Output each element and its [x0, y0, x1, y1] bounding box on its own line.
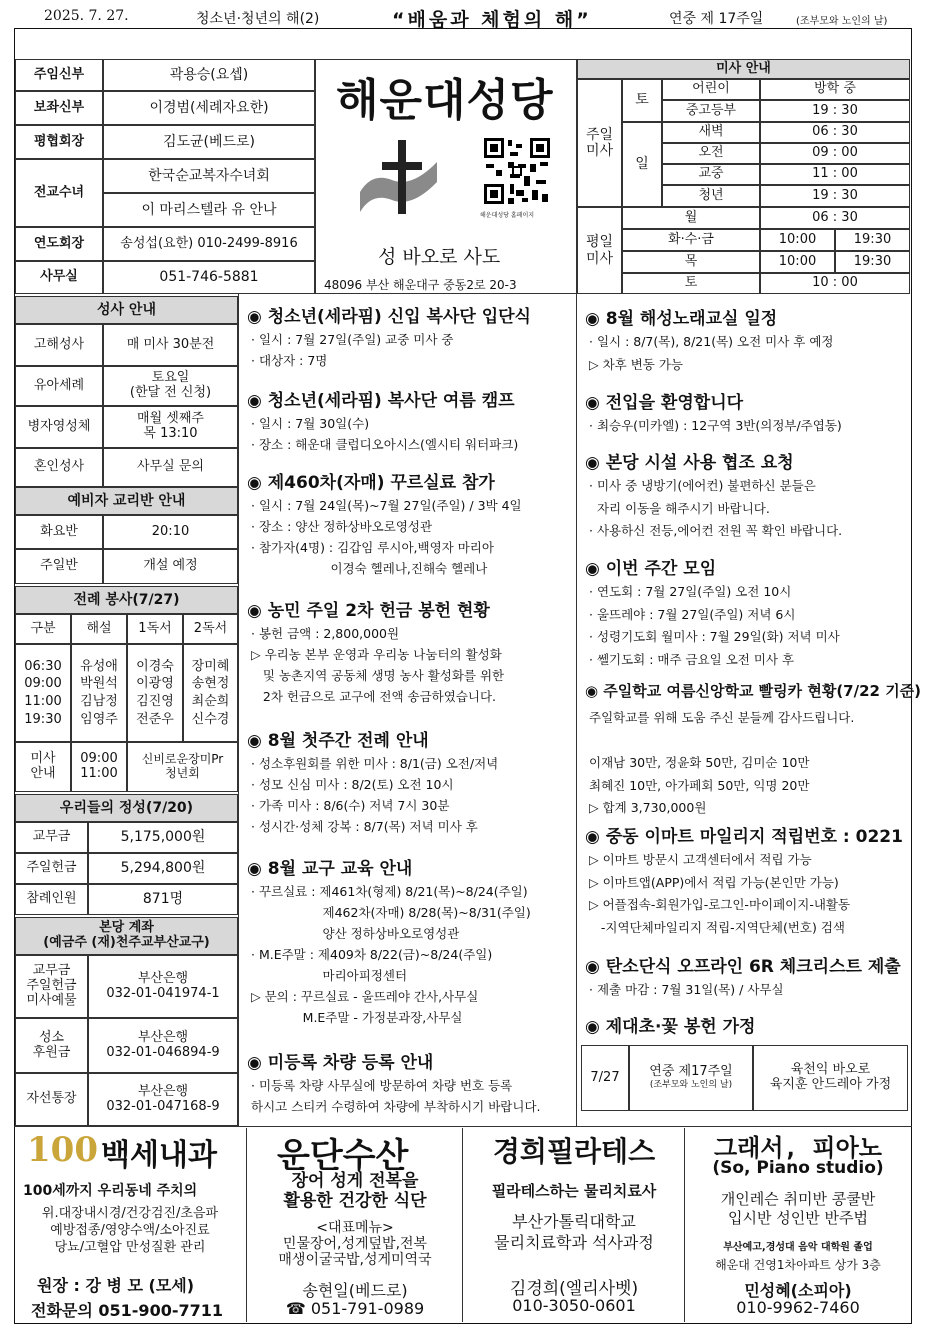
news-title: ◉ 이번 주간 모임: [585, 559, 717, 579]
news-line: M.E주말 - 가정분과장,사무실: [251, 1010, 463, 1025]
catechumen-class: 화요반: [15, 515, 103, 549]
flower-date: 7/27: [581, 1045, 629, 1111]
week-note: (조부모와 노인의 날): [796, 16, 888, 27]
catechumen-time: 20:10: [103, 515, 238, 549]
mass-title: 미사 안내: [577, 59, 910, 79]
news-line: · 일시 : 7월 24일(목)~7월 27일(주일) / 3박 4일: [251, 498, 522, 513]
clinic-name: 백세내과: [101, 1138, 217, 1173]
servers-header-cell: 2독서: [183, 614, 238, 644]
news-line: 자리 이동을 해주시기 바랍니다.: [589, 500, 770, 516]
news-title: ◉ 8월 교구 교육 안내: [247, 859, 413, 879]
year-theme: 청소년·청년의 해(2): [196, 11, 320, 27]
news-line: 이경숙 헬레나,진해숙 헬레나: [251, 561, 488, 576]
news-line: · 가족 미사 : 8/6(수) 저녁 7시 30분: [251, 798, 450, 813]
news-line: · 미등록 차량 사무실에 방문하여 차량 번호 등록: [251, 1078, 513, 1093]
seafood-sub: 장어 성게 전복을 활용한 건강한 식단: [283, 1171, 427, 1211]
mass-type: 청년: [662, 185, 760, 207]
news-line: · 성모 신심 미사 : 8/2(토) 오전 10시: [251, 777, 454, 792]
piano-address: 해운대 건영1차아파트 상가 3층: [715, 1258, 881, 1272]
mass-time: 방학 중: [760, 79, 910, 100]
news-line: ▷ 이마트 방문시 고객센터에서 적립 가능: [589, 852, 812, 867]
news-column-middle: [238, 294, 577, 1126]
servers-header-cell: 1독서: [127, 614, 183, 644]
weekday-name: 월: [622, 207, 760, 229]
news-line: · 연도회 : 7월 27일(주일) 오전 10시: [589, 584, 792, 599]
server-commentators: 유성애 박원석 김남정 임영주: [71, 644, 127, 742]
weekday-time: 10:00: [760, 229, 835, 251]
sacraments-title: 성사 안내: [15, 296, 238, 324]
account-purpose: 교무금 주일헌금 미사예물: [15, 955, 88, 1018]
clinic-logo: 100: [27, 1130, 98, 1170]
news-line: ▷ 문의 : 꾸르실료 - 울뜨레야 간사,사무실: [251, 989, 479, 1004]
account-purpose: 자선통장: [15, 1073, 88, 1126]
flower-occasion-cell: [629, 1045, 753, 1111]
offerings-title: 우리들의 정성(7/20): [15, 794, 238, 822]
staff-label: 연도회장: [15, 227, 103, 261]
parish-address: 48096 부산 해운대구 중동2로 20-3: [324, 278, 517, 292]
flower-occasion-note: (조부모와 노인의 날): [649, 1080, 733, 1091]
news-column-right: [577, 294, 922, 1126]
news-line: · 사용하신 전등,에어컨 전원 꼭 확인 바랍니다.: [589, 523, 843, 538]
news-title: ◉ 농민 주일 2차 헌금 봉헌 현황: [247, 601, 490, 621]
news-line: · 쎌기도회 : 매주 금요일 오전 미사 후: [589, 651, 795, 667]
offering-label: 참례인원: [15, 884, 88, 915]
news-line: 이재남 30만, 정윤화 50만, 김미순 10만: [589, 755, 810, 770]
qr-caption: 해운대성당 홈페이지: [480, 212, 535, 219]
piano-name: 그래서, 피아노: [713, 1134, 882, 1162]
news-line: ▷ 어플접속-회원가입-로그인-마이페이지-내활동: [589, 897, 851, 912]
news-line: · 일시 : 8/7(목), 8/21(목) 오전 미사 후 예정: [589, 334, 834, 349]
parish-name: 해운대성당: [336, 75, 554, 126]
news-line: · 제출 마감 : 7월 31일(목) / 사무실: [589, 982, 784, 997]
saturday-label: 토: [622, 79, 662, 122]
news-line: 제462차(자매) 8/28(목)~8/31(주일): [251, 905, 531, 920]
news-line: ▷ 합계 3,730,000원: [589, 800, 707, 815]
piano-desc: 개인레슨 취미반 콩쿨반 입시반 성인반 반주법: [720, 1190, 876, 1227]
news-line: · 장소 : 양산 정하상바오로영성관: [251, 519, 433, 534]
offering-amount: 5,294,800원: [88, 853, 238, 884]
servers-title: 전례 봉사(7/27): [15, 586, 238, 614]
mass-time: 19 : 30: [760, 100, 910, 122]
news-line: -지역단체마일리지 적립-지역단체(번호) 검색: [589, 919, 845, 935]
mass-time: 11 : 00: [760, 164, 910, 185]
weekday-time: 10:00: [760, 251, 835, 273]
bulletin-date: 2025. 7. 27.: [44, 8, 129, 24]
sunday-label: 일: [622, 122, 662, 207]
account-purpose: 성소 후원금: [15, 1018, 88, 1073]
parish-block: [315, 59, 577, 294]
ad-seafood: [247, 1128, 463, 1322]
staff-value: 이경범(세례자요한): [103, 91, 315, 125]
staff-label: 주임신부: [15, 59, 103, 91]
account-number: 부산은행 032-01-046894-9: [88, 1018, 238, 1073]
news-line: · 울뜨레야 : 7월 27일(주일) 저녁 6시: [589, 606, 796, 622]
weekday-time: 06 : 30: [760, 207, 910, 229]
seafood-owner: 송현일(베드로): [302, 1281, 408, 1300]
weekday-mass-label: 평일 미사: [577, 207, 622, 294]
news-line: 주일학교를 위해 도움 주신 분들께 감사드립니다.: [589, 710, 855, 725]
mass-time: 19 : 30: [760, 185, 910, 207]
slogan: “배움과 체험의 해”: [392, 9, 592, 31]
piano-phone: 010-9962-7460: [736, 1298, 860, 1317]
news-line: ▷ 차후 변동 가능: [589, 356, 683, 372]
server-reader1: 이경숙 이광영 김진영 전준우: [127, 644, 183, 742]
piano-education: 부산예고,경성대 음악 대학원 졸업: [723, 1242, 873, 1253]
server-times: 06:30 09:00 11:00 19:30: [15, 644, 71, 742]
ad-clinic: [15, 1128, 247, 1322]
pilates-sub: 필라테스하는 물리치료사: [491, 1182, 657, 1200]
news-line: · 최승우(미카엘) : 12구역 3반(의정부/주엽동): [589, 418, 842, 433]
news-line: ▷ 우리농 본부 운영과 우리농 나눔터의 활성화: [251, 647, 502, 662]
mass-type: 중고등부: [662, 100, 760, 122]
offering-amount: 5,175,000원: [88, 822, 238, 853]
clinic-sub: 100세까지 우리동네 주치의: [23, 1183, 198, 1199]
weekday-name: 토: [622, 273, 760, 294]
flower-occasion: 연중 제17주일: [649, 1064, 733, 1080]
staff-label: 평협회장: [15, 125, 103, 159]
mass-guide-groups: 신비로운장미Pr 청년회: [127, 742, 238, 792]
sacrament-name: 유아세례: [15, 366, 103, 406]
sacrament-info: 매월 셋째주 목 13:10: [103, 406, 238, 448]
server-reader2: 장미혜 송현정 최순희 신수경: [183, 644, 238, 742]
staff-value: 곽용승(요셉): [103, 59, 315, 91]
staff-label: 보좌신부: [15, 91, 103, 125]
parish-cross-logo: [352, 132, 452, 218]
news-title: ◉ 중동 이마트 마일리지 적립번호 : 0221: [585, 827, 903, 847]
news-line: 마리아피정센터: [251, 968, 408, 983]
offering-label: 교무금: [15, 822, 88, 853]
clinic-phone: 전화문의 051-900-7711: [31, 1301, 224, 1320]
news-line: 및 농촌지역 공동체 생명 농사 활성화를 위한: [251, 668, 505, 683]
account-number: 부산은행 032-01-047168-9: [88, 1073, 238, 1126]
staff-label: 사무실: [15, 261, 103, 294]
news-line: · 성소후원회를 위한 미사 : 8/1(금) 오전/저녁: [251, 756, 499, 771]
account-number: 부산은행 032-01-041974-1: [88, 955, 238, 1018]
news-line: · 대상자 : 7명: [251, 353, 328, 368]
pilates-phone: 010-3050-0601: [512, 1296, 636, 1315]
news-title: ◉ 전입을 환영합니다: [585, 393, 744, 413]
news-line: · 장소 : 해운대 클럽디오아시스(엘시티 워터파크): [251, 437, 519, 452]
piano-owner: 민성혜(소피아): [744, 1281, 852, 1300]
pilates-name: 경희필라테스: [492, 1135, 656, 1168]
mass-type: 새벽: [662, 122, 760, 143]
news-title: ◉ 8월 해성노래교실 일정: [585, 309, 778, 329]
seafood-desc: <대표메뉴> 민물장어,성게덮밥,전복 매생이굴국밥,성게미역국: [278, 1220, 432, 1269]
clinic-desc: 위.대장내시경/건강검진/초음파 예방접종/영양수액/소아진료 당뇨/고혈압 만성질환 관리: [41, 1206, 219, 1255]
clinic-owner: 원장 : 강 병 모 (모세): [37, 1276, 195, 1295]
catechumen-class: 주일반: [15, 549, 103, 584]
news-title: ◉ 제대초·꽃 봉헌 가정: [585, 1017, 756, 1037]
sunday-mass-label: 주일 미사: [577, 79, 622, 207]
news-line: 양산 정하상바오로영성관: [251, 926, 460, 941]
staff-value: 송성섭(요한) 010-2499-8916: [103, 227, 315, 261]
mass-time: 09 : 00: [760, 143, 910, 164]
news-line: 하시고 스티커 수령하여 차량에 부착하시기 바랍니다.: [251, 1099, 541, 1114]
mass-type: 어린이: [662, 79, 760, 100]
seafood-name: 운단수산: [277, 1136, 409, 1176]
servers-header-cell: 구분: [15, 614, 71, 644]
weekday-name: 화·수·금: [622, 229, 760, 251]
mass-time: 06 : 30: [760, 122, 910, 143]
sacrament-name: 고해성사: [15, 324, 103, 366]
news-title: ◉ 청소년(세라핌) 신입 복사단 입단식: [247, 307, 531, 327]
offering-amount: 871명: [88, 884, 238, 915]
pilates-owner: 김경희(엘리사벳): [509, 1279, 639, 1299]
weekday-time-evening: 19:30: [835, 251, 910, 273]
news-title: ◉ 8월 첫주간 전례 안내: [247, 731, 429, 751]
mass-guide-label: 미사 안내: [15, 742, 71, 792]
news-title: ◉ 주일학교 여름신앙학교 빨링카 현황(7/22 기준): [585, 682, 922, 700]
pilates-desc: 부산가톨릭대학교 물리치료학과 석사과정: [494, 1212, 654, 1252]
offering-label: 주일헌금: [15, 853, 88, 884]
staff-value: 051-746-5881: [103, 261, 315, 294]
news-title: ◉ 제460차(자매) 꾸르실료 참가: [247, 473, 495, 493]
news-line: 2차 헌금으로 교구에 전액 송금하였습니다.: [251, 689, 497, 704]
news-title: ◉ 본당 시설 사용 협조 요청: [585, 453, 794, 473]
sacrament-info: 토요일 (한달 전 신청): [103, 366, 238, 406]
staff-value: 김도균(베드로): [103, 125, 315, 159]
weekday-name: 목: [622, 251, 760, 273]
patron-saint: 성 바오로 사도: [378, 246, 501, 268]
sacrament-info: 사무실 문의: [103, 448, 238, 487]
flower-donors: 육천익 바오로 육지훈 안드레아 가정: [753, 1045, 908, 1111]
news-line: · 성시간·성체 강복 : 8/7(목) 저녁 미사 후: [251, 819, 478, 834]
news-line: · 일시 : 7월 27일(주일) 교중 미사 중: [251, 332, 454, 347]
sacrament-name: 혼인성사: [15, 448, 103, 487]
weekday-time: 10 : 00: [760, 273, 910, 294]
news-line: · 참가자(4명) : 김갑임 루시아,백영자 마리아: [251, 540, 494, 555]
news-title: ◉ 청소년(세라핌) 복사단 여름 캠프: [247, 391, 515, 411]
news-line: · 미사 중 냉방기(에어컨) 불편하신 분들은: [589, 478, 816, 493]
mass-type: 오전: [662, 143, 760, 164]
news-line: · 성령기도회 월미사 : 7월 29일(화) 저녁 미사: [589, 629, 840, 644]
catechumen-time: 개설 예정: [103, 549, 238, 584]
news-title: ◉ 미등록 차량 등록 안내: [247, 1053, 434, 1073]
news-line: · M.E주말 : 제409차 8/22(금)~8/24(주일): [251, 947, 493, 962]
sacrament-name: 병자영성체: [15, 406, 103, 448]
mass-guide-times: 09:00 11:00: [71, 742, 127, 792]
qr-code[interactable]: [482, 136, 552, 206]
news-title: ◉ 탄소단식 오프라인 6R 체크리스트 제출: [585, 957, 901, 977]
ads-divider: [14, 1126, 912, 1127]
staff-label: 전교수녀: [15, 159, 103, 227]
catechumen-title: 예비자 교리반 안내: [15, 487, 238, 515]
news-line: 최혜진 10만, 아가페회 50만, 익명 20만: [589, 777, 810, 793]
piano-sub: (So, Piano studio): [712, 1158, 884, 1178]
news-line: · 봉헌 금액 : 2,800,000원: [251, 626, 400, 641]
ad-piano: [685, 1128, 911, 1322]
ad-pilates: [463, 1128, 685, 1322]
staff-value: 이 마리스텔라 유 안나: [103, 193, 315, 227]
staff-value: 한국순교복자수녀회: [103, 159, 315, 193]
news-line: ▷ 이마트앱(APP)에서 적립 가능(본인만 가능): [589, 874, 839, 890]
accounts-title: 본당 계좌 (예금주 (재)천주교부산교구): [15, 917, 238, 955]
sacrament-info: 매 미사 30분전: [103, 324, 238, 366]
news-line: · 일시 : 7월 30일(수): [251, 416, 370, 431]
mass-type: 교중: [662, 164, 760, 185]
liturgical-week: 연중 제 17주일: [669, 11, 764, 27]
weekday-time-evening: 19:30: [835, 229, 910, 251]
seafood-phone: ☎ 051-791-0989: [285, 1299, 425, 1318]
bulletin-header: [14, 5, 912, 31]
servers-header-cell: 해설: [71, 614, 127, 644]
news-line: · 꾸르실료 : 제461차(형제) 8/21(목)~8/24(주일): [251, 884, 528, 899]
